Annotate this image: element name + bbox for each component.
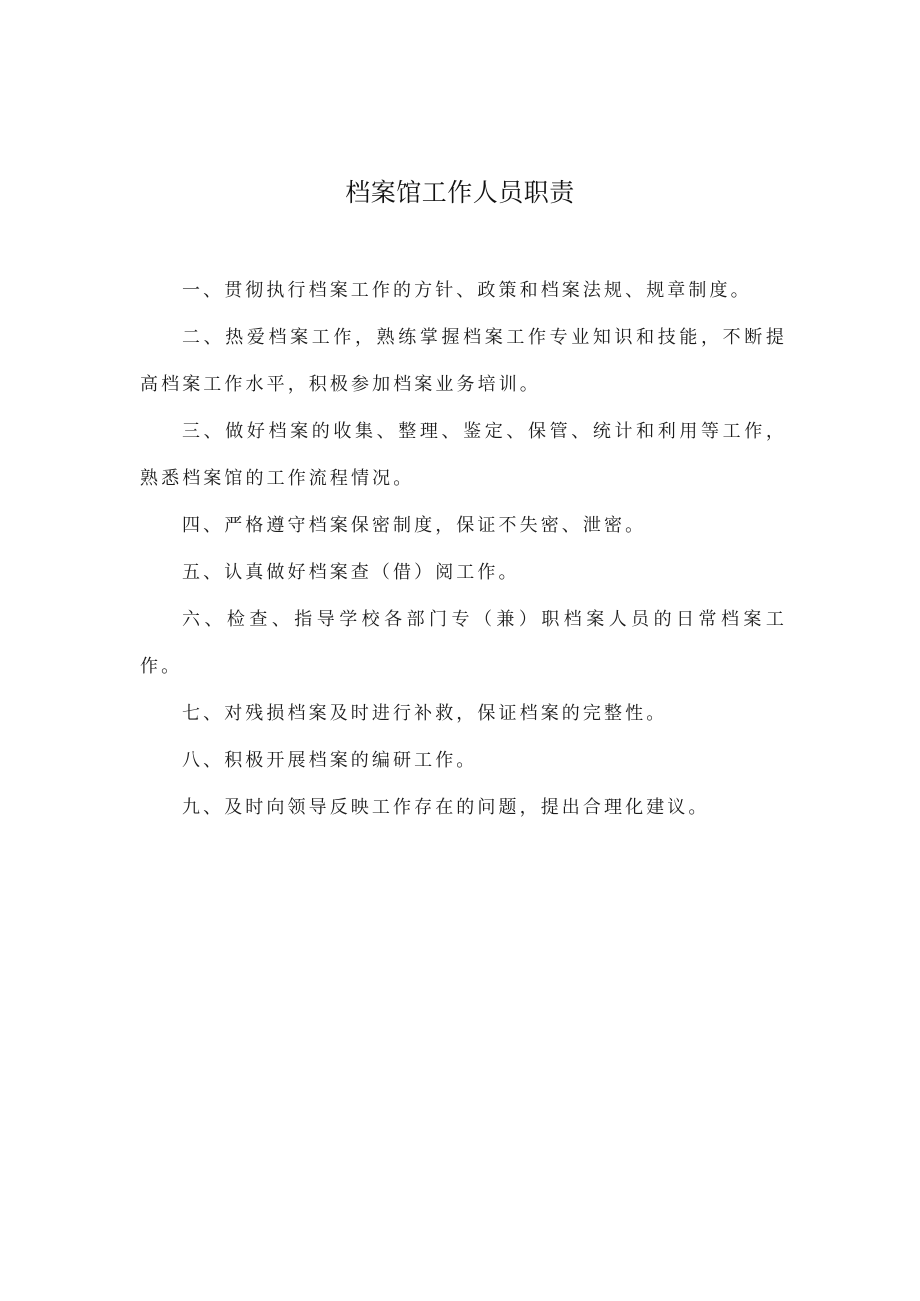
duty-item-7: 七、对残损档案及时进行补救，保证档案的完整性。 — [182, 703, 668, 724]
duty-item-5: 五、认真做好档案查（借）阅工作。 — [182, 562, 520, 583]
duty-item-1: 一、贯彻执行档案工作的方针、政策和档案法规、规章制度。 — [182, 280, 752, 301]
document-title: 档案馆工作人员职责 — [345, 178, 575, 207]
duty-item-6: 六、检查、指导学校各部门专（兼）职档案人员的日常档案工作。 — [140, 609, 787, 677]
duty-item-3: 三、做好档案的收集、整理、鉴定、保管、统计和利用等工作，熟悉档案馆的工作流程情况。 — [140, 421, 787, 489]
duty-item-9: 九、及时向领导反映工作存在的问题，提出合理化建议。 — [182, 797, 710, 818]
duty-item-4: 四、严格遵守档案保密制度，保证不失密、泄密。 — [182, 515, 647, 536]
duty-item-2: 二、热爱档案工作，熟练掌握档案工作专业知识和技能，不断提高档案工作水平，积极参加档案业务培训。 — [140, 327, 787, 395]
duty-item-8: 八、积极开展档案的编研工作。 — [182, 750, 478, 771]
document-body — [140, 267, 787, 831]
